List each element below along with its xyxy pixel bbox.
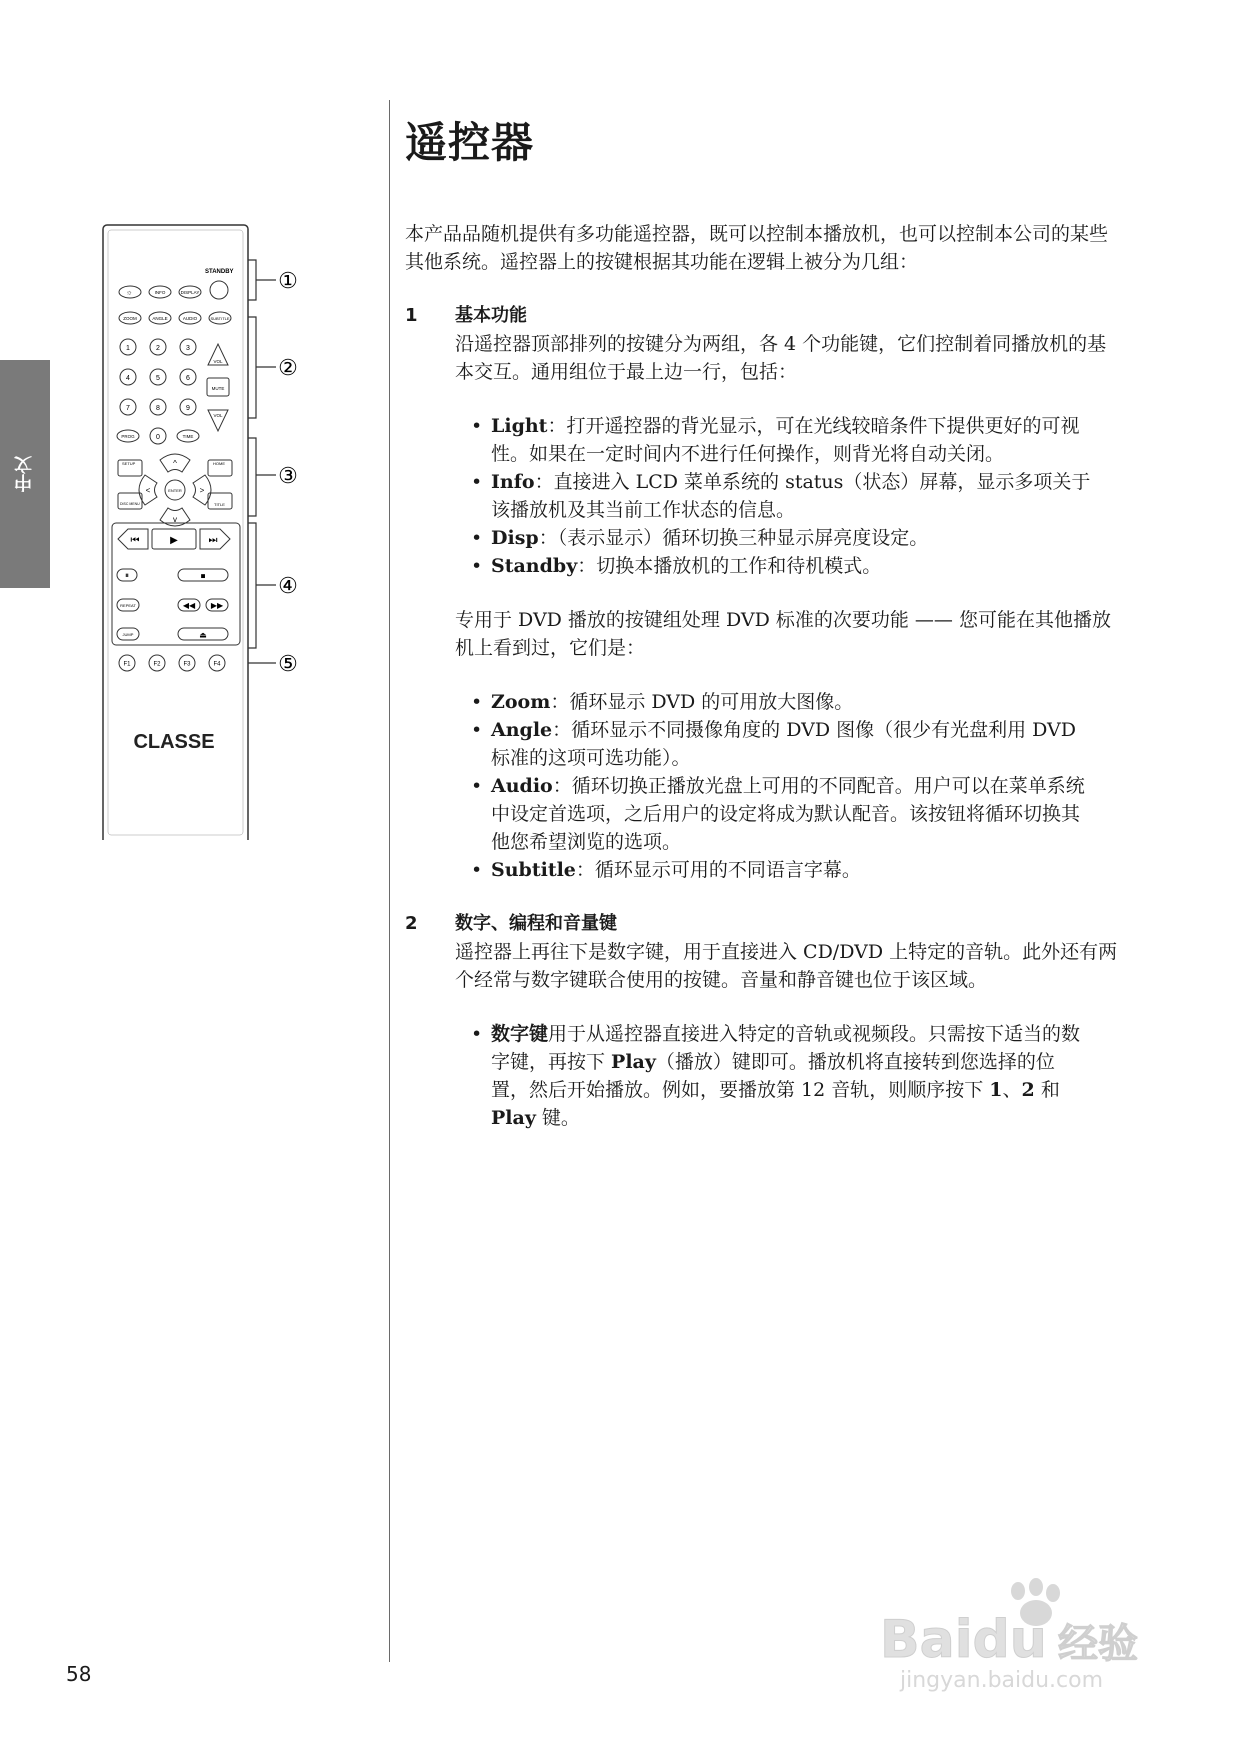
digit-4: 4 (126, 375, 130, 382)
play-icon: ▶ (170, 535, 178, 546)
section-1-para-1: 沿遥控器顶部排列的按键分为两组，各 4 个功能键，它们控制着同播放机的基本交互。通用组位于最上边一行，包括： (455, 333, 1107, 383)
remote-f4-label: F4 (213, 661, 221, 668)
section-1-para-2: 专用于 DVD 播放的按键组处理 DVD 标准的次要功能 —— 您可能在其他播放机上看到过，它们是： (455, 609, 1111, 659)
digit-8: 8 (156, 405, 160, 412)
remote-control-figure (100, 220, 360, 840)
next-icon: ⏭ (208, 535, 218, 546)
list-item: • Angle：循环显示不同摄像角度的 DVD 图像（很少有光盘利用 DVD 标准的这项可选功能）。 (469, 716, 1091, 772)
remote-f1-label: F1 (123, 661, 131, 668)
remote-mute-label: MUTE (211, 386, 225, 391)
section-2 (405, 910, 1125, 1132)
remote-disc-menu-label: DISC MENU (120, 502, 140, 506)
light-icon: ☼ (126, 289, 133, 297)
watermark-url: jingyan.baidu.com (900, 1668, 1104, 1693)
remote-subtitle-label: SUBTITLE (210, 316, 230, 321)
remote-repeat-label: REPEAT (120, 603, 136, 608)
eject-icon: ⏏ (199, 630, 207, 640)
digit-3: 3 (186, 345, 190, 352)
intro-paragraph: 本产品品随机提供有多功能遥控器，既可以控制本播放机，也可以控制本公司的某些其他系统。遥控器上的按键根据其功能在逻辑上被分为几组： (405, 223, 1109, 273)
page-number: 58 (66, 1662, 92, 1686)
section-2-heading (405, 910, 1125, 938)
remote-home-label: HOME (213, 461, 225, 466)
remote-callouts (248, 260, 276, 663)
list-item: • Disp：（表示显示）循环切换三种显示屏亮度设定。 (469, 524, 1091, 552)
list-item: • Light：打开遥控器的背光显示，可在光线较暗条件下提供更好的可视性。如果在一定时间内不进行任何操作，则背光将自动关闭。 (469, 412, 1091, 468)
list-item: • Info：直接进入 LCD 菜单系统的 status（状态）屏幕，显示多项关于该播放机及其当前工作状态的信息。 (469, 468, 1091, 524)
remote-vol-down-label: VOL (213, 413, 223, 418)
section-1-heading (405, 302, 1125, 330)
up-arrow-icon: ^ (173, 459, 177, 468)
remote-f3-label: F3 (183, 661, 191, 668)
digit-0: 0 (156, 434, 160, 441)
remote-zoom-label: ZOOM (123, 316, 137, 321)
down-arrow-icon: v (173, 515, 177, 524)
language-tab (0, 360, 50, 588)
stop-icon: ■ (200, 571, 206, 581)
section-1-number: 1 (405, 305, 418, 326)
list-item: • Standby：切换本播放机的工作和待机模式。 (469, 552, 1091, 580)
list-item: • 数字键用于从遥控器直接进入特定的音轨或视频段。只需按下适当的数字键，再按下 Play（播放）键即可。播放机将直接转到您选择的位置，然后开始播放。例如，要播放第 12 音轨，则顺序按下 1、2 和 Play 键。 (469, 1020, 1091, 1132)
remote-f2-label: F2 (153, 661, 161, 668)
remote-audio-label: AUDIO (182, 316, 198, 321)
remote-angle-label: ANGLE (152, 316, 168, 321)
callout-2: ② (278, 355, 298, 380)
section-2-title: 数字、编程和音量键 (455, 913, 617, 934)
remote-brand-logo: CLASSE (133, 731, 215, 753)
digit-5: 5 (156, 375, 160, 382)
watermark-product: 经验 (1058, 1621, 1138, 1667)
page-title: 遥控器 (405, 118, 535, 167)
fast-forward-icon: ▶▶ (210, 601, 224, 610)
section-1-title: 基本功能 (455, 305, 527, 326)
section-2-bullets (455, 1020, 1125, 1132)
digit-6: 6 (186, 375, 190, 382)
left-arrow-icon: < (145, 486, 151, 495)
list-item: • Subtitle：循环显示可用的不同语言字幕。 (469, 856, 1091, 884)
previous-icon: ⏮ (130, 535, 140, 546)
digit-1: 1 (126, 345, 130, 352)
digit-7: 7 (126, 405, 130, 412)
remote-display-label: DISPLAY (180, 290, 200, 295)
right-arrow-icon: > (199, 486, 205, 495)
language-tab-label: 中文 (14, 456, 35, 492)
list-item: • Zoom：循环显示 DVD 的可用放大图像。 (469, 688, 1091, 716)
remote-vol-up-label: VOL (213, 359, 223, 364)
callout-5: ⑤ (278, 651, 298, 676)
pause-icon: ⏸ (125, 571, 129, 580)
section-1-bullets-2 (455, 688, 1125, 884)
remote-setup-label: SETUP (122, 461, 136, 466)
remote-enter-label: ENTER (168, 488, 182, 493)
callout-3: ③ (278, 463, 298, 488)
rewind-icon: ◀◀ (182, 601, 196, 610)
column-divider (389, 100, 390, 1662)
remote-jump-label: JUMP (122, 632, 134, 637)
watermark (880, 1575, 1180, 1695)
remote-time-label: TIME (182, 434, 194, 439)
remote-info-label: INFO (154, 290, 166, 295)
section-1-bullets-1 (455, 412, 1125, 580)
main-content (405, 110, 1125, 1158)
list-item: • Audio：循环切换正播放光盘上可用的不同配音。用户可以在菜单系统中设定首选项，之后用户的设定将成为默认配音。该按钮将循环切换其他您希望浏览的选项。 (469, 772, 1091, 856)
section-1 (405, 302, 1125, 884)
remote-standby-label: STANDBY (205, 269, 234, 275)
section-2-para-1: 遥控器上再往下是数字键，用于直接进入 CD/DVD 上特定的音轨。此外还有两个经常与数字键联合使用的按键。音量和静音键也位于该区域。 (455, 941, 1118, 991)
digit-2: 2 (156, 345, 160, 352)
callout-4: ④ (278, 573, 298, 598)
remote-prog-label: PROG (121, 434, 135, 439)
section-2-number: 2 (405, 913, 418, 934)
callout-1: ① (278, 268, 298, 293)
remote-title-label: TITLE (214, 502, 225, 507)
watermark-brand: Baidu (880, 1610, 1047, 1670)
digit-9: 9 (186, 405, 190, 412)
